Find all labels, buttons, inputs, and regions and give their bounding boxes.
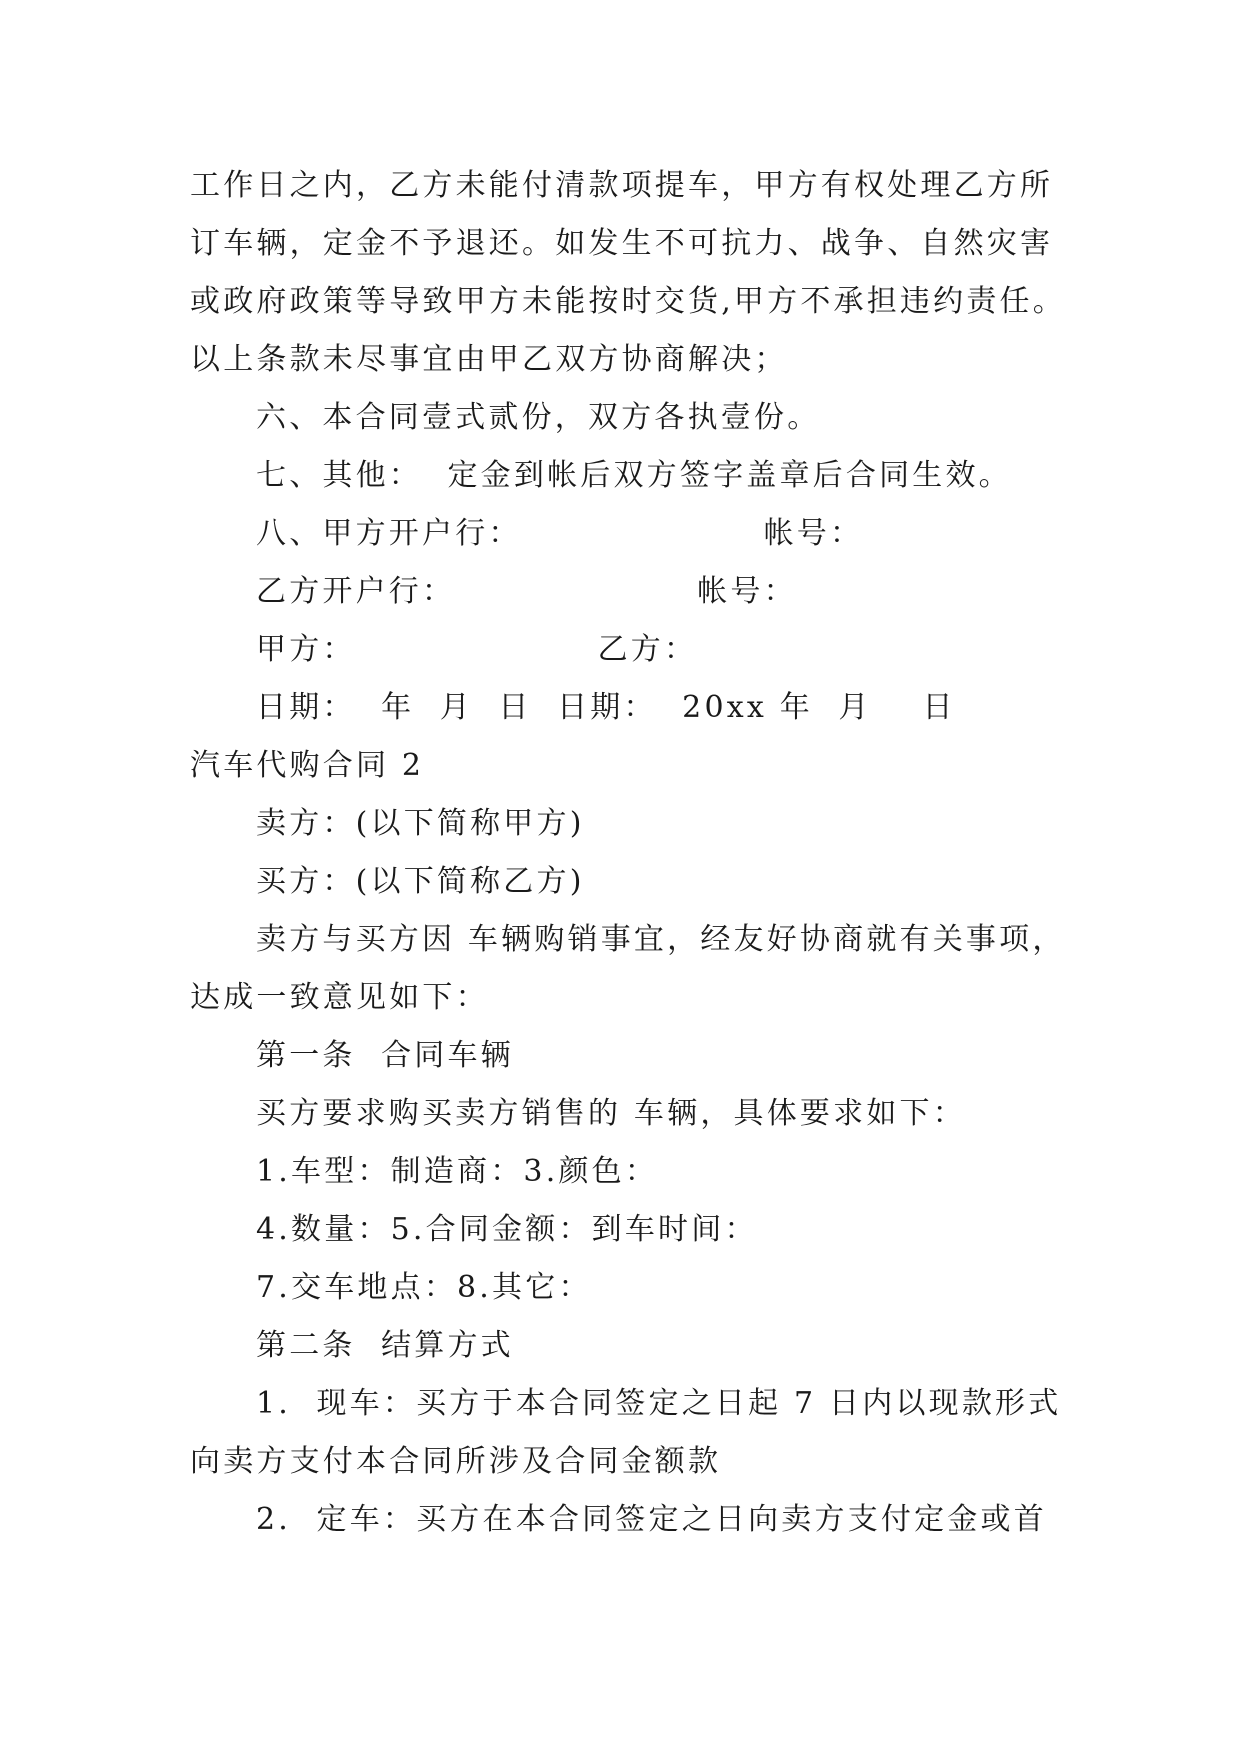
paragraph-line: 达成一致意见如下： bbox=[190, 980, 489, 1015]
paragraph-line: 买方要求购买卖方销售的 车辆，具体要求如下： bbox=[256, 1096, 966, 1131]
clause-eight-party-a-bank: 八、甲方开户行： 帐号： bbox=[256, 516, 864, 551]
section-title: 汽车代购合同 2 bbox=[190, 748, 425, 783]
paragraph-line: 工作日之内，乙方未能付清款项提车，甲方有权处理乙方所 bbox=[190, 168, 1054, 203]
article-one-heading: 第一条 合同车辆 bbox=[256, 1038, 514, 1073]
signature-dates: 日期： 年 月 日 日期： 20xx 年 月 日 bbox=[256, 690, 956, 725]
article-two-heading: 第二条 结算方式 bbox=[256, 1328, 514, 1363]
list-item: 4.数量：5.合同金额：到车时间： bbox=[256, 1212, 758, 1247]
list-item: 2. 定车：买方在本合同签定之日向卖方支付定金或首 bbox=[256, 1502, 1047, 1537]
clause-seven: 七、其他： 定金到帐后双方签字盖章后合同生效。 bbox=[256, 458, 1012, 493]
list-item: 1. 现车：买方于本合同签定之日起 7 日内以现款形式 bbox=[256, 1386, 1062, 1421]
paragraph-line: 或政府政策等导致甲方未能按时交货,甲方不承担违约责任。 bbox=[190, 284, 1066, 319]
list-item: 1.车型：制造商：3.颜色： bbox=[256, 1154, 659, 1189]
buyer-line: 买方：(以下简称乙方) bbox=[256, 864, 585, 899]
clause-six: 六、本合同壹式贰份，双方各执壹份。 bbox=[256, 400, 821, 435]
list-item: 7.交车地点：8.其它： bbox=[256, 1270, 592, 1305]
signature-parties: 甲方： 乙方： bbox=[256, 632, 698, 667]
paragraph-line: 订车辆，定金不予退还。如发生不可抗力、战争、自然灾害 bbox=[190, 226, 1054, 261]
paragraph-line: 向卖方支付本合同所涉及合同金额款 bbox=[190, 1444, 722, 1479]
party-b-bank: 乙方开户行： 帐号： bbox=[256, 574, 797, 609]
paragraph-line: 卖方与买方因 车辆购销事宜，经友好协商就有关事项， bbox=[256, 922, 1066, 957]
seller-line: 卖方：(以下简称甲方) bbox=[256, 806, 585, 841]
paragraph-line: 以上条款未尽事宜由甲乙双方协商解决； bbox=[190, 342, 788, 377]
